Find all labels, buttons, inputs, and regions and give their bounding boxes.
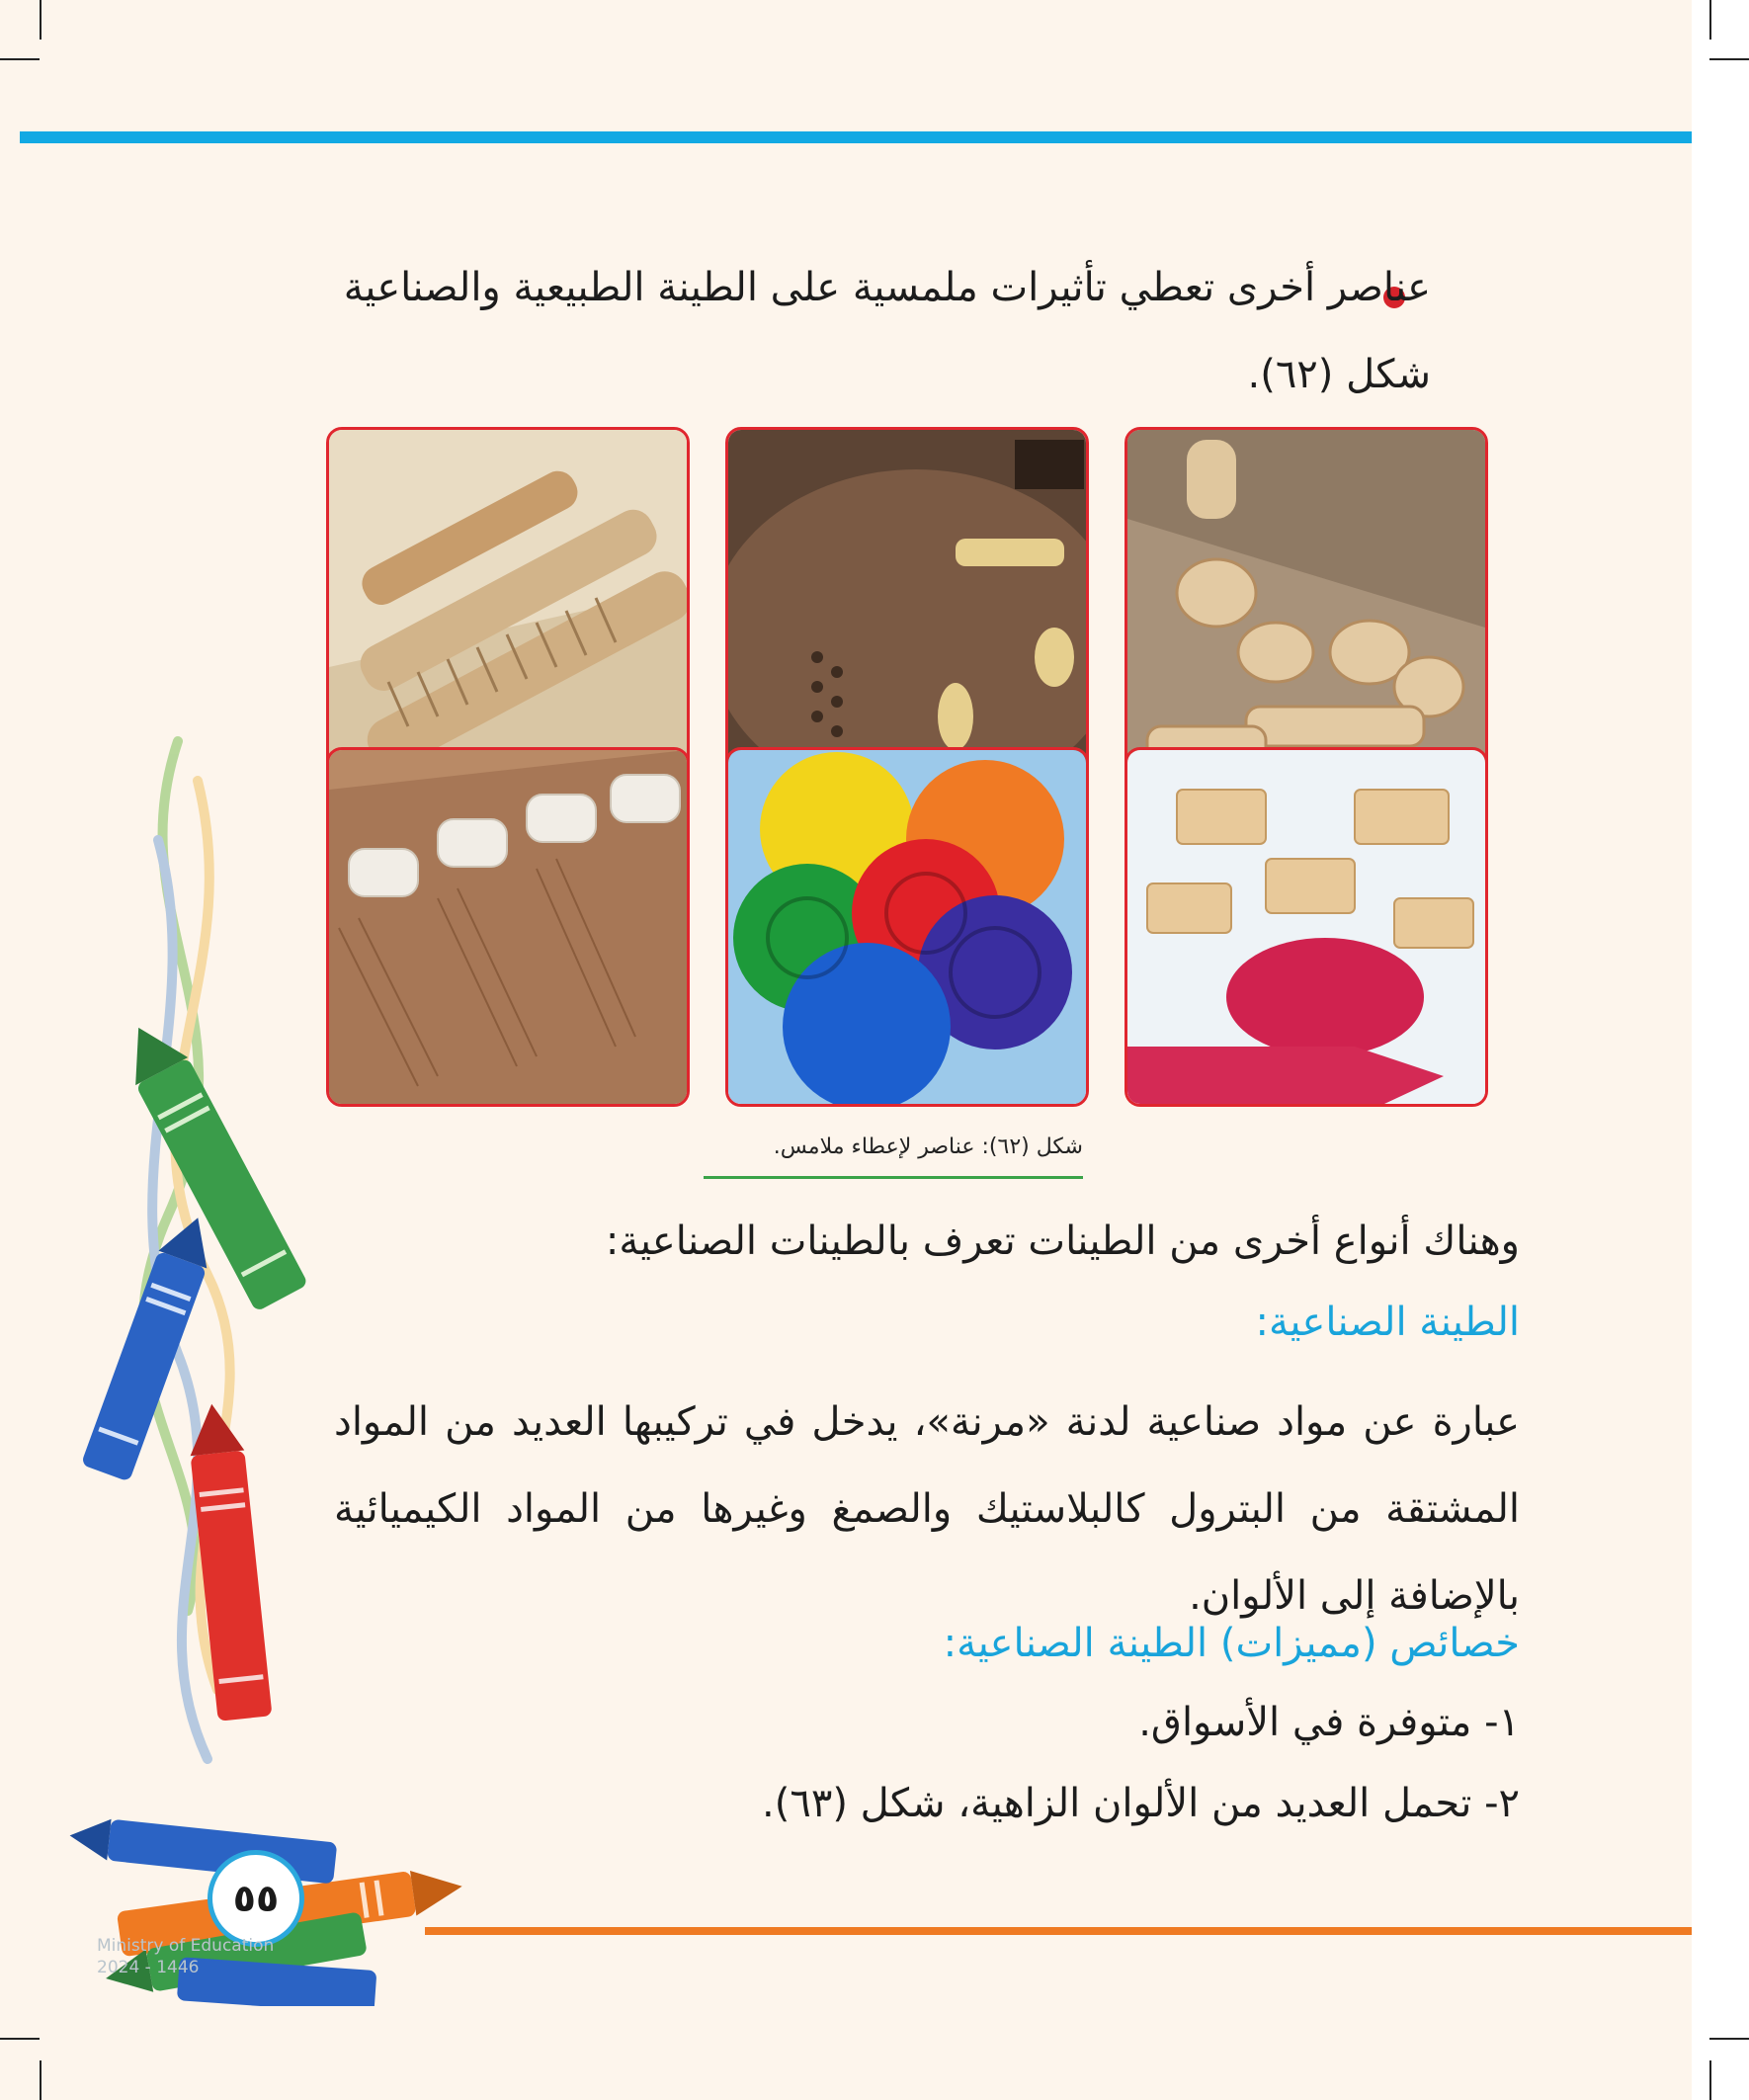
photo-stamps-on-clay: [725, 427, 1089, 787]
wood-stamps-pink-clay-image: [1127, 750, 1485, 1104]
photo-wood-stamps-pink-clay: [1124, 747, 1488, 1107]
intro-figure-ref: شكل (٦٢).: [1247, 352, 1431, 397]
photo-colored-stamps: [725, 747, 1089, 1107]
ministry-name: Ministry of Education: [97, 1936, 275, 1956]
crop-mark: [1709, 2060, 1711, 2100]
colored-stamps-image: [728, 750, 1086, 1104]
photo-texture-wheels: [1124, 427, 1488, 787]
bottom-orange-rule: [425, 1927, 1692, 1935]
figure-caption: شكل (٦٢): عناصر لإعطاء ملامس.: [773, 1134, 1083, 1159]
crop-mark: [0, 58, 40, 60]
property-item: ١- متوفرة في الأسواق.: [1138, 1700, 1520, 1745]
heading-synthetic-clay: الطينة الصناعية:: [1255, 1300, 1520, 1345]
ministry-year: 2024 - 1446: [97, 1958, 200, 1977]
page-number: ٥٥: [208, 1850, 304, 1947]
section-intro: وهناك أنواع أخرى من الطينات تعرف بالطينات الصناعية:: [605, 1218, 1520, 1264]
crop-mark: [1709, 58, 1749, 60]
caption-underline: [704, 1176, 1083, 1179]
crop-mark: [1709, 0, 1711, 40]
definition-paragraph: عبارة عن مواد صناعية لدنة «مرنة»، يدخل في تركيبها العديد من المواد المشتقة من البترول كالبلاستيك والصمغ وغيرها من المواد الكيميائية بالإضافة إلى الألوان.: [334, 1399, 1520, 1619]
texture-wheels-image: [1127, 430, 1485, 784]
crop-mark: [0, 2038, 40, 2040]
stamps-on-clay-image: [728, 430, 1086, 784]
crop-mark: [40, 0, 42, 40]
heading-properties: خصائص (مميزات) الطينة الصناعية:: [943, 1621, 1520, 1666]
property-item: ٢- تحمل العديد من الألوان الزاهية، شكل (٦٣).: [762, 1781, 1520, 1826]
crop-mark: [1709, 2038, 1749, 2040]
figure-62-grid: [326, 427, 1500, 1105]
top-blue-rule: [20, 131, 1692, 143]
ministry-watermark: [97, 1935, 274, 1978]
crop-mark: [40, 2060, 42, 2100]
crayon-decoration: [0, 721, 474, 2006]
intro-line: عناصر أخرى تعطي تأثيرات ملمسية على الطينة الطبيعية والصناعية: [343, 265, 1431, 310]
